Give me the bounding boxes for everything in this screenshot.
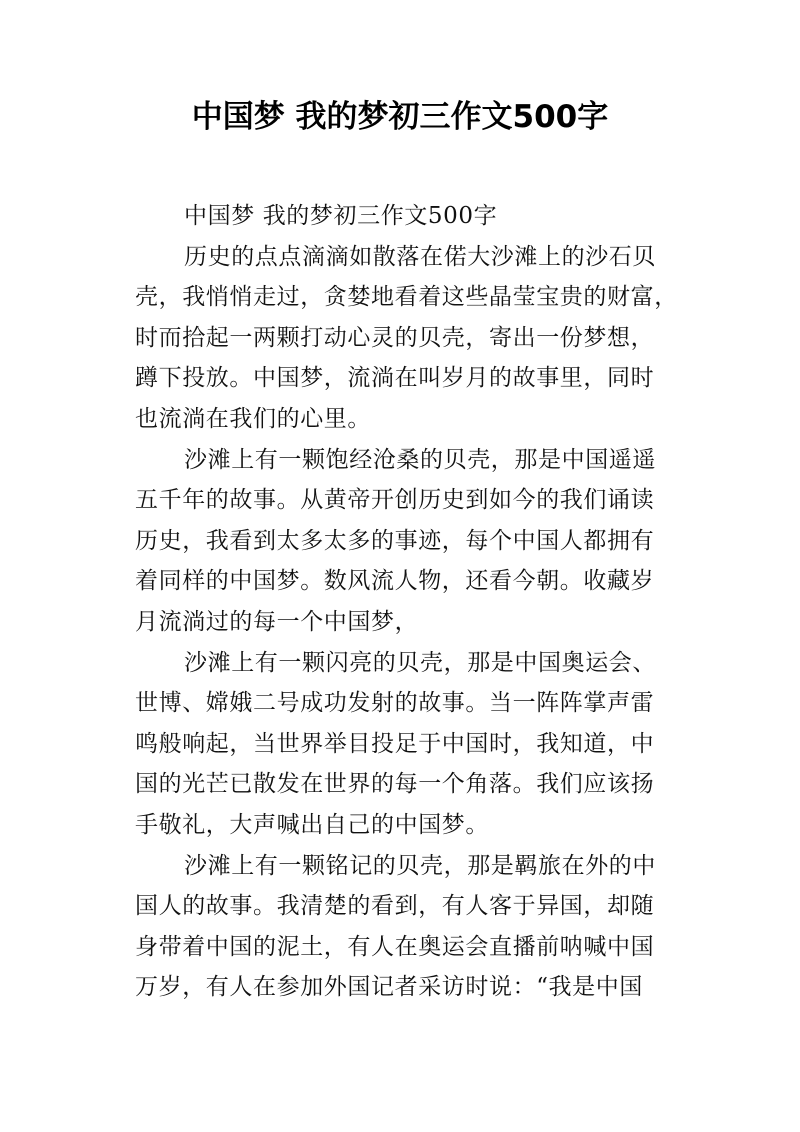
text-line: 历史，我看到太多太多的事迹，每个中国人都拥有 (135, 527, 655, 554)
text-line: 五千年的故事。从黄帝开创历史到如今的我们诵读 (135, 487, 655, 514)
text-line: 月流淌过的每一个中国梦， (135, 608, 419, 635)
paragraph-2 (135, 440, 695, 643)
paragraph-3 (135, 643, 695, 846)
document-body (135, 196, 695, 1008)
text-line: 壳，我悄悄走过，贪婪地看着这些晶莹宝贵的财富， (135, 284, 678, 311)
text-line: 身带着中国的泥土，有人在奥运会直播前呐喊中国 (135, 933, 655, 960)
text-line: 着同样的中国梦。数风流人物，还看今朝。收藏岁 (135, 568, 655, 595)
text-line: 沙滩上有一颗闪亮的贝壳，那是中国奥运会、 (184, 649, 656, 676)
text-line: 沙滩上有一颗铭记的贝壳，那是羁旅在外的中 (184, 852, 656, 879)
text-line: 蹲下投放。中国梦，流淌在叫岁月的故事里，同时 (135, 365, 655, 392)
text-line: 鸣般响起，当世界举目投足于中国时，我知道，中 (135, 730, 655, 757)
text-line: 手敬礼，大声喊出自己的中国梦。 (135, 811, 489, 838)
text-line: 国的光芒已散发在世界的每一个角落。我们应该扬 (135, 771, 655, 798)
paragraph-4 (135, 846, 695, 1008)
text-line: 也流淌在我们的心里。 (135, 405, 371, 432)
text-line: 国人的故事。我清楚的看到，有人客于异国，却随 (135, 893, 655, 920)
subtitle-line: 中国梦 我的梦初三作文500字 (184, 203, 498, 229)
text-line: 历史的点点滴滴如散落在偌大沙滩上的沙石贝 (184, 243, 656, 270)
text-line: 万岁，有人在参加外国记者采访时说：“我是中国 (135, 974, 643, 1001)
paragraph-1 (135, 237, 695, 440)
text-line: 世博、嫦娥二号成功发射的故事。当一阵阵掌声雷 (135, 690, 655, 717)
text-line: 沙滩上有一颗饱经沧桑的贝壳，那是中国遥遥 (184, 446, 656, 473)
text-line: 时而拾起一两颗打动心灵的贝壳，寄出一份梦想， (135, 324, 655, 351)
document-title: 中国梦 我的梦初三作文500字 (191, 99, 609, 135)
